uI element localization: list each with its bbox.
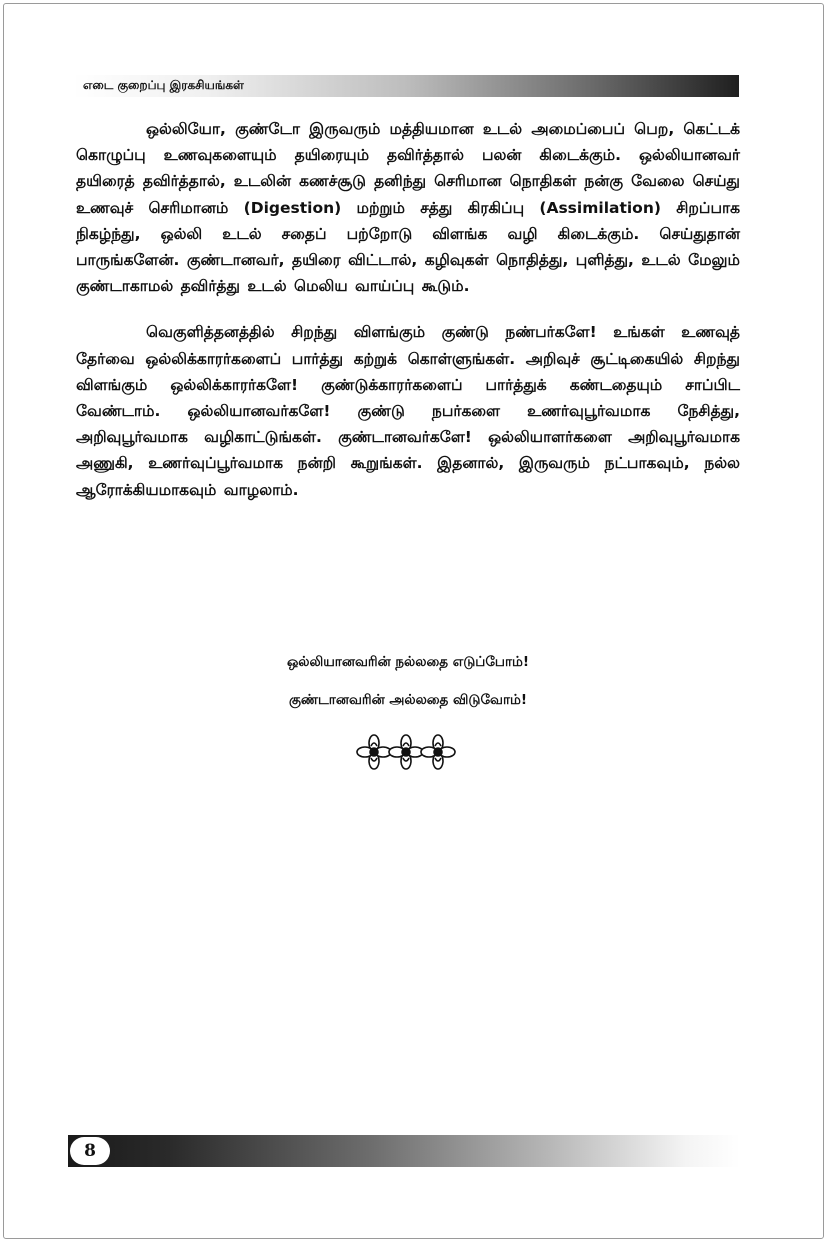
- slogan-1: ஒல்லியானவரின் நல்லதை எடுப்போம்!: [286, 654, 530, 670]
- floral-ornament-icon: [356, 734, 456, 772]
- body-text: [76, 116, 740, 503]
- running-header-title: எடை குறைப்பு இரகசியங்கள்: [83, 78, 244, 92]
- running-header: [73, 75, 739, 97]
- page-number-badge: [70, 1137, 110, 1165]
- slogan-2: குண்டானவரின் அல்லதை விடுவோம்!: [288, 692, 528, 708]
- footer-bar: [68, 1135, 740, 1167]
- page-number: 8: [84, 1141, 96, 1161]
- paragraph-1: ஒல்லியோ, குண்டோ இருவரும் மத்தியமான உடல் அமைப்பைப் பெற, கெட்டக் கொழுப்பு உணவுகளையும் தயிரையும் தவிர்த்தால் பலன் கிடைக்கும். ஒல்லியானவர் தயிரைத் தவிர்த்தால், உடலின் கணச்சூடு தனிந்து செரிமான நொதிகள் நன்கு வேலை செய்து உணவுச் செரிமானம் (Digestion) மற்றும் சத்து கிரகிப்பு (Assimilation) சிறப்பாக நிகழ்ந்து, ஒல்லி உடல் சதைப் பற்றோடு விளங்க வழி கிடைக்கும். செய்துதான் பாருங்களேன். குண்டானவர், தயிரை விட்டால், கழிவுகள் நொதித்து, புளித்து, உடல் மேலும் குண்டாகாமல் தவிர்த்து உடல் மெலிய வாய்ப்பு கூடும்.: [76, 120, 740, 296]
- slogan-block: [76, 652, 740, 728]
- paragraph-2: வெகுளித்தனத்தில் சிறந்து விளங்கும் குண்டு நண்பர்களே! உங்கள் உணவுத் தேர்வை ஒல்லிக்காரர்களைப் பார்த்து கற்றுக் கொள்ளுங்கள். அறிவுச் சூட்டிகையில் சிறந்து விளங்கும் ஒல்லிக்காரர்களே! குண்டுக்காரர்களைப் பார்த்துக் கண்டதையும் சாப்பிட வேண்டாம். ஒல்லியானவர்களே! குண்டு நபர்களை உணர்வுபூர்வமாக நேசித்து, அறிவுபூர்வமாக வழிகாட்டுங்கள். குண்டானவர்களே! ஒல்லியாளர்களை அறிவுபூர்வமாக அணுகி, உணர்வுப்பூர்வமாக நன்றி கூறுங்கள். இதனால், இருவரும் நட்பாகவும், நல்ல ஆரோக்கியமாகவும் வாழலாம்.: [76, 323, 740, 499]
